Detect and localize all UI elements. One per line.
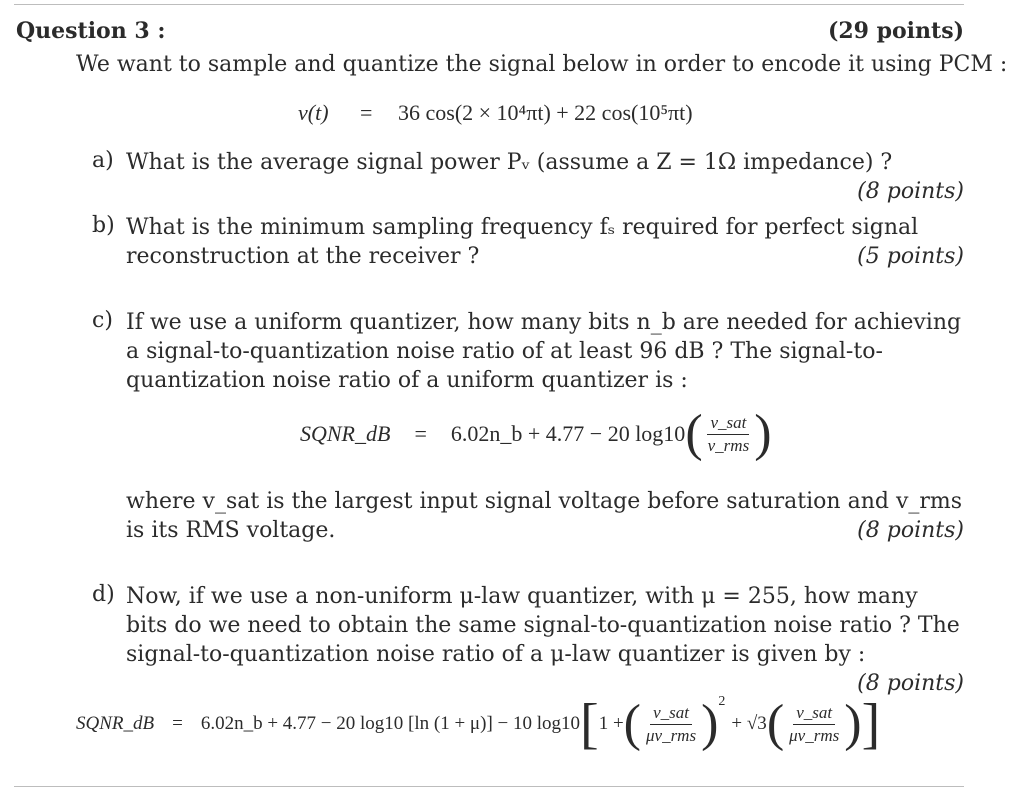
part-b <box>126 213 964 271</box>
part-c-label: c) <box>92 308 113 333</box>
eq-mulaw-fraction-2 <box>786 703 842 746</box>
part-c-points: (8 points) <box>857 518 964 543</box>
eq-mulaw-lhs: SQNR_dB <box>76 713 155 734</box>
eq-mulaw-one-plus: 1 + <box>598 713 624 734</box>
eq-mulaw-num-2: v_sat <box>793 703 835 725</box>
signal-eq-lhs: v(t) <box>298 100 329 125</box>
eq-mulaw-lbracket: [ <box>580 693 599 755</box>
bottom-rule <box>14 786 964 787</box>
part-c <box>126 308 964 395</box>
part-b-points: (5 points) <box>857 244 964 269</box>
eq-uniform-lparen: ( <box>685 405 703 462</box>
eq-mulaw-den-1: μv_rms <box>645 725 697 745</box>
part-b-text: What is the minimum sampling frequency fₛ required for perfect signal reconstruction at the receiver ? <box>126 215 919 269</box>
question-title: Question 3 : <box>16 18 166 44</box>
eq-uniform <box>300 404 772 464</box>
eq-mulaw-lparen-2: ( <box>766 695 785 752</box>
eq-uniform-equals: = <box>414 421 427 446</box>
eq-mulaw-den-2: μv_rms <box>789 725 840 745</box>
part-c-after <box>126 487 964 545</box>
eq-uniform-num: v_sat <box>707 413 749 435</box>
part-b-label: b) <box>92 213 115 238</box>
eq-mulaw-rbracket: ] <box>861 693 881 755</box>
part-c-text: If we use a uniform quantizer, how many bits n_b are needed for achieving a signal-to-quantization noise ratio of at least 96 dB ? The signal-to-quantization noise ratio of a uniform quantizer is : <box>126 310 962 393</box>
part-a-points: (8 points) <box>857 179 964 204</box>
eq-mulaw-equals: = <box>172 713 183 734</box>
eq-uniform-rparen: ) <box>754 405 772 462</box>
eq-mulaw-lparen-1: ( <box>623 695 641 752</box>
eq-uniform-rhs: 6.02n_b + 4.77 − 20 log10 <box>450 421 686 446</box>
eq-mulaw <box>76 692 880 756</box>
eq-uniform-den: v_rms <box>707 435 750 455</box>
eq-mulaw-rparen-1: ) <box>701 695 719 752</box>
eq-mulaw-rparen-2: ) <box>844 695 862 752</box>
question-points: (29 points) <box>827 18 964 44</box>
eq-mulaw-plus-root: + √3 <box>731 713 767 734</box>
signal-eq-rhs: 36 cos(2 × 10⁴πt) + 22 cos(10⁵πt) <box>398 100 693 125</box>
eq-mulaw-rhs: 6.02n_b + 4.77 − 20 log10 [ln (1 + μ)] − 10 log10 <box>200 713 581 734</box>
eq-uniform-fraction <box>705 413 753 456</box>
signal-eq-equals: = <box>360 100 373 125</box>
eq-mulaw-num-1: v_sat <box>650 703 692 725</box>
top-rule <box>14 4 964 5</box>
question-intro: We want to sample and quantize the signal below in order to encode it using PCM : <box>76 52 1008 77</box>
part-d <box>126 582 964 698</box>
part-d-points: (8 points) <box>857 671 964 696</box>
part-c-after-text: where v_sat is the largest input signal voltage before saturation and v_rms is its RMS voltage. <box>126 489 963 543</box>
part-d-text: Now, if we use a non-uniform μ-law quantizer, with μ = 255, how many bits do we need to obtain the same signal-to-quantization noise ratio ? The signal-to-quantization noise ratio of a μ-law quantizer is given by : <box>126 584 960 667</box>
part-a-label: a) <box>92 148 114 173</box>
eq-mulaw-exponent: 2 <box>718 694 726 709</box>
part-a <box>126 148 964 206</box>
eq-uniform-lhs: SQNR_dB <box>300 421 391 446</box>
eq-mulaw-fraction-1 <box>643 703 699 746</box>
part-d-label: d) <box>92 582 115 607</box>
part-a-text: What is the average signal power Pᵥ (assume a Z = 1Ω impedance) ? <box>126 150 893 175</box>
